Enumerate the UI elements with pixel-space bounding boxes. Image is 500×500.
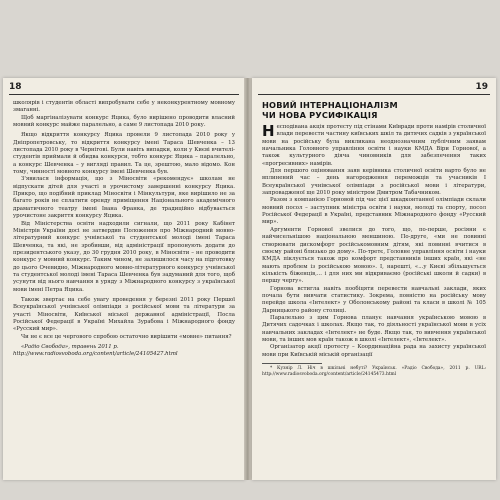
paragraph: Щоб маргіналізувати конкурс Яцика, було вирішено проводити власний мовний конкурс майже паралельно, а саме 9 листопада 2010 року. [13,114,235,129]
paragraph: З'явилася інформація, що з Міносвіти «рекомендує» школам не відпускати дітей для участі в урочистому завершенні конкурсу Яцика. Прикро, що подібний приклад Міносвіти і Мінкультури, яке вирішило не за багато років не сплатити оренду приміщення Національного академічного драматичного театру імені Івана Франка, де традиційно відбувається урочистоне закриття конкурсу Яцика. [13,176,235,220]
citation-url: http://www.radiosvoboda.org/content/article/24105427.html [13,351,178,358]
paragraph: Якщо відкриття конкурсу Яцика провели 9 листопада 2010 року у Дніпропетровську, то відкриття конкурсу імені Тараса Шевченка – 13 листопада 2010 року в Чернігові. Були навіть випадки, коли у Києві вчителі-студентів приймали й обидва конкурси, тобто конкурс Яцика – паралельно, а конкурс Шевченка – у вигляді правил. Та це, зрештою, мало відомо. Кон тому, чинності мовного конкурсу імені Шевченка був. [13,132,235,176]
footnote: * Кузнір Л. Ніч в шкільні небуті? Українськ. «Радіо Свобода», 2011 р. URL: http://www.radiosvoboda.org/content/article/24145473.html [262,366,486,377]
header-rule-right [258,94,490,95]
paragraph: Від Міністерства освіти надходили сигнали, що 2011 року Кабінет Міністрів України досі не затвердив Положення про Міжнародний мовно-літературний конкурс учнівської та студентської молоді імені Тараса Шевченка, та які, не зробивши, від адміністрації пропонують додати до президентського указу, до 30 грудня 2010 року, в Міносвіти – не проводити конкурс у мовний конкурс. Таким чином, не залишилося часу на підготовку до цього Очевидно, Міжнародного мовно-літературного конкурсу учнівської та студентської молоді імені Тараса Шевченка був задуманий для того, щоб усунути від нього навчання в уряду з Міжнародного конкурсу з української мови імені Петра Яцика. [13,220,235,293]
paragraph: Також звертає на себе увагу проведення у березні 2011 року Першої Всеукраїнської учнівської олімпіади з російської мови та літератури за участі Міносвіти, Київської міської державної адміністрації, Посла Російської Федерації в Україні Михайла Зурабова і Міжнародного фонду «Русский мир». [13,296,235,333]
left-page [3,78,245,480]
paragraph: школярів і студентів області випробувати себе у неконкурентному мовному змаганні. [13,100,235,114]
paragraph: Аргументи Горнової звелися до того, що, по-перше, росіяни є найчисельнішою національною меншиною. По-друге, «ми не повинні створювати дискомфорт російськомовним дітям, які повинні вчитися в своєму районі близько до дому». По-третє, Головне управління освіти і науки КМДА піклується також про комфорт представників інших країн, які «не мають проблем із російською мовою». І, нарешті, «...у Києві збільшується кількість біженців,... і для них ми відкриваємо (російські школи й садки) в першу чергу». [262,226,486,285]
left-page-text [13,100,235,359]
paragraph: Для першого оцінювання заяв керівника столичної освіти варто було не вплинений час – день нагородження переможців та учасників I Всеукраїнської учнівської олімпіади з російської мови і літератури, запровадженої ще 2010 року міністром Дмитром Табачником. [262,168,486,197]
chapter-heading [262,100,486,120]
paragraph: Паралельно з цим Горнова планує навчання українською мовою в Дитячих садочках і школах. Якщо так, то діяльності української мови в усіх навчальних закладах «Інтелект» не буде. Якщо так, то вивчення української мови, та інших мов країн також в школі «Інтелект», «Інтелект». [262,314,486,343]
drop-cap: Н [262,122,275,140]
heading-line-1: НОВИЙ ІНТЕРНАЦІОНАЛІЗМ [262,100,398,110]
header-rule-left [9,94,239,95]
page-number-left: 18 [9,82,22,92]
paragraph: Горнова встигла навіть пообіцяти перевести навчальні заклади, яких почала бути вивчати статистику. Зокрема, повністю на російську мову перейде школа «Інтелект» у Оболонському районі та класи в школі № 105 Дарницького району столиці. [262,285,486,314]
footnote-rule [262,363,322,364]
right-page [252,78,496,480]
paragraph: Організатор акції протесту – Координаційна рада на захисту української мови при Київській міській організації [262,344,486,358]
citation-source: «Радіо Свобода», травень 2011 р. [21,344,119,350]
right-page-text [262,100,486,378]
page-number-right: 19 [475,82,488,92]
heading-line-2: ЧИ НОВА РУСИФІКАЦІЯ [262,110,378,120]
paragraph [262,124,486,168]
paragraph: Разом з компанією Горновой під час цієї шкадконтанної олімпіади склали мовний посол – заступник міністра освіти і науки, молоді та спорту, посол Російської Федерації в Україні, представник Міжнародного фонду «Русский мир». [262,197,486,226]
paragraph: Чи не є все це чергового спробою остаточно вирішити «мовне» питання? [21,333,232,340]
paragraph-text: есподівана акція протесту під стінами Київради проти намірів столичної влади перевести частину київських шкіл та дитячих садків з української мови на російську була викликана неоднозначним публічним заявам начальника Головного управління освіти і науки КМДА Віри Горнової, а також культурного діяча чиновників для забезпечення таких «прогресивних» намірів. [262,124,486,167]
